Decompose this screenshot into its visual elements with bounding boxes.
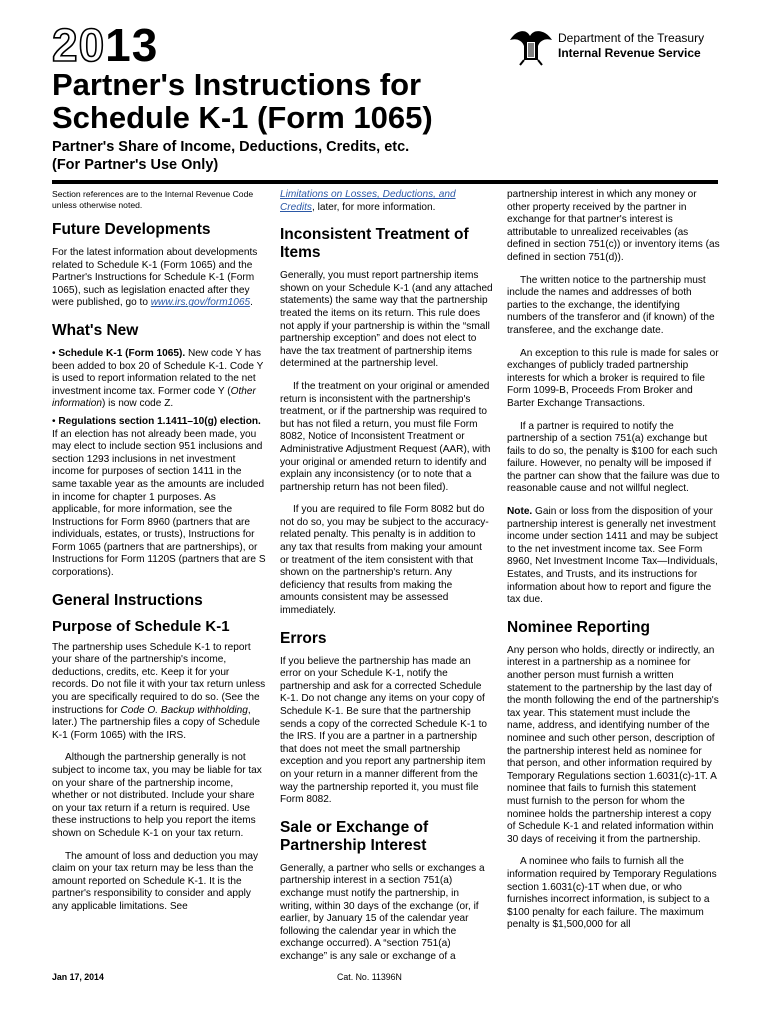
agency-irs: Internal Revenue Service [558, 46, 701, 60]
purpose-paragraph-1: The partnership uses Schedule K-1 to report your share of the partnership's income, deductions, credits, etc. Keep it for your records. Do not file it with your tax return unless you are specifically required to do so. (See the instructions for Code O. Backup withholding, later.) The partnership files a copy of Schedule K-1 (Form 1065) with the IRS. [52, 641, 266, 741]
future-developments-heading: Future Developments [52, 221, 211, 238]
note-paragraph: Note. Gain or loss from the disposition of your partnership interest is generally net investment income under section 1411 and may be subject to the net investment income tax. See Form 8960, Net Investment Income Tax—Individuals, Estates, and Trusts, and its instructions for information about how to report and figure the tax due. [507, 506, 718, 606]
sale-exchange-paragraph: Generally, a partner who sells or exchanges a partnership interest in a section 751(a) exchange must notify the partnership, in writing, within 30 days of the exchange (or, if earlier, by January 15 of the calendar year following the calendar year in which the exchange occurred). A “section 751(a) exchange” is any sale or exchange of a [280, 862, 485, 962]
sale-exchange-heading: Sale or Exchange of Partnership Interest [280, 818, 429, 854]
limitations-reference: Limitations on Losses, Deductions, and Credits, later, for more information. [280, 189, 456, 213]
exchange-paragraph-4: If a partner is required to notify the partnership of a section 751(a) exchange but fails to do so, the penalty is $100 for each such failure. However, no penalty will be imposed if the partner can show that the failure was due to reasonable cause and not willful neglect. [507, 420, 720, 495]
subtitle-line-1: Partner's Share of Income, Deductions, Credits, etc. [52, 139, 410, 155]
bullet-icon: • [52, 347, 56, 359]
column-2 [280, 189, 493, 974]
general-instructions-heading: General Instructions [52, 591, 203, 609]
agency-department: Department of the Treasury [558, 31, 705, 45]
column-3 [507, 189, 720, 942]
column-1 [52, 189, 266, 924]
inconsistent-treatment-heading: Inconsistent Treatment of Items [280, 226, 469, 262]
section-references-note: Section references are to the Internal Revenue Code unless otherwise noted. [52, 189, 254, 210]
nominee-paragraph-1: Any person who holds, directly or indirectly, an interest in a partnership as a nominee for another person must furnish a written statement to the partnership by the last day of the month following the end of the partnership's tax year. This statement must include the name, address, and identifying number of the nominee and such other person, description of the partnership interest held as nominee for that person, and other information required by Temporary Regulations section 1.6031(c)-1T. A nominee that fails to furnish this statement must furnish to the person for whom the nominee holds the partnership interest a copy of Schedule K-1 and related information within 30 days of receiving it from the partnership. [507, 644, 719, 845]
purpose-paragraph-3: The amount of loss and deduction you may claim on your tax return may be less than the amount reported on Schedule K-1. It is the partner's responsibility to consider and apply any applicable limitations. See [52, 850, 259, 912]
header-divider [52, 180, 718, 184]
footer-cat-no: Cat. No. 11396N [337, 972, 402, 982]
future-developments-text: For the latest information about developments related to Schedule K-1 (Form 1065) and the Partner's Instructions for Schedule K-1 (Form 1065), such as legislation enacted after they were published, go to www.irs.gov/form1065. [52, 247, 258, 309]
limitations-link[interactable]: Limitations on Losses, Deductions, and Credits [280, 189, 456, 213]
inconsistent-paragraph-3: If you are required to file Form 8082 but do not do so, you may be subject to the accuracy-related penalty. This penalty is in addition to any tax that results from making your amount or treatment of the item consistent with that shown on the partnership's return. Any deficiency that results from making the amounts consistent may be assessed immediately. [280, 504, 489, 617]
irs-form1065-link[interactable]: www.irs.gov/form1065 [150, 297, 251, 309]
form-year [52, 19, 159, 71]
nominee-reporting-heading: Nominee Reporting [507, 618, 650, 636]
bullet-icon: • [52, 415, 56, 427]
exchange-paragraph-2: The written notice to the partnership must include the names and addresses of both parties to the exchange, the identifying numbers of the transferor and (if known) of the transferee, and the exchange date. [507, 274, 715, 336]
agency-name [558, 31, 704, 61]
nominee-paragraph-2: A nominee who fails to furnish all the information required by Temporary Regulations section 1.6031(c)-1T when due, or who furnishes incorrect information, is subject to a $100 penalty for each failure. The maximum penalty is $1,500,000 for all [507, 856, 717, 931]
exchange-paragraph-1: partnership interest in which any money or other property received by the partner in exchange for that partner's interest is attributable to unrealized receivables (as defined in section 751(c)) or inventory items (as defined in section 751(d)). [507, 189, 720, 263]
page-title [52, 68, 712, 134]
whats-new-bullet-1: • Schedule K-1 (Form 1065). New code Y has been added to box 20 of Schedule K-1. Code Y is used to report information related to the net investment income tax. Former code Y (Other information) is now code Z. [52, 347, 264, 410]
inconsistent-paragraph-2: If the treatment on your original or amended return is inconsistent with the partnership's treatment, or if the partnership was required to but has not filed a return, you must file Form 8082, Notice of Inconsistent Treatment or Administrative Adjustment Request (AAR), with your original or amended return to identify and explain any inconsistency (or to note that a partnership return has not been filed). [280, 380, 491, 493]
year-prefix: 20 [52, 19, 106, 71]
purpose-heading: Purpose of Schedule K-1 [52, 617, 230, 635]
title-line-2: Schedule K-1 (Form 1065) [52, 100, 433, 135]
page-subtitle [52, 138, 652, 174]
errors-paragraph: If you believe the partnership has made an error on your Schedule K-1, notify the partnership and ask for a corrected Schedule K-1. Do not change any items on your copy of Schedule K-1. Be sure that the partnership sends a copy of the corrected Schedule K-1 to the IRS. If you are a partner in a partnership that does not meet the small partnership exception and you report any partnership item on your return in a manner different from the way the partnership reported it, you must file Form 8082. [280, 655, 488, 806]
year-suffix: 13 [105, 19, 159, 71]
irs-eagle-logo-icon [508, 26, 554, 66]
subtitle-line-2: (For Partner's Use Only) [52, 157, 219, 173]
errors-heading: Errors [280, 629, 327, 647]
inconsistent-paragraph-1: Generally, you must report partnership items shown on your Schedule K-1 (and any attached statements) the same way that the partnership treated the items on its return. This rule does not apply if your partnership is within the “small partnership exception” and does not elect to have the tax treatment of partnership items determined at the partnership level. [280, 270, 493, 370]
footer-date: Jan 17, 2014 [52, 972, 104, 982]
exchange-paragraph-3: An exception to this rule is made for sales or exchanges of publicly traded partnership interests for which a broker is required to file Form 1099-B, Proceeds From Broker and Barter Exchange Transactions. [507, 347, 719, 409]
whats-new-heading: What's New [52, 321, 139, 339]
title-line-1: Partner's Instructions for [52, 67, 422, 102]
whats-new-bullet-2: • Regulations section 1.1411–10(g) election. If an election has not already been made, you may elect to include section 951 inclusions and section 1293 inclusions in net investment income for purposes of section 1411 in the same taxable year as the amounts are included in income for chapter 1 purposes. As applicable, for more information, see the Instructions for Form 8960 (partners that are individuals, estates, or trusts), Instructions for Form 1065 (partners that are partnerships), or Instructions for Form 1120S (partners that are S corporations). [52, 415, 266, 579]
purpose-paragraph-2: Although the partnership generally is not subject to income tax, you may be liable for tax on your share of the partnership income, whether or not distributed. Include your share on your tax return if a return is required. Use these instructions to help you report the items shown on Schedule K-1 on your tax return. [52, 752, 262, 839]
